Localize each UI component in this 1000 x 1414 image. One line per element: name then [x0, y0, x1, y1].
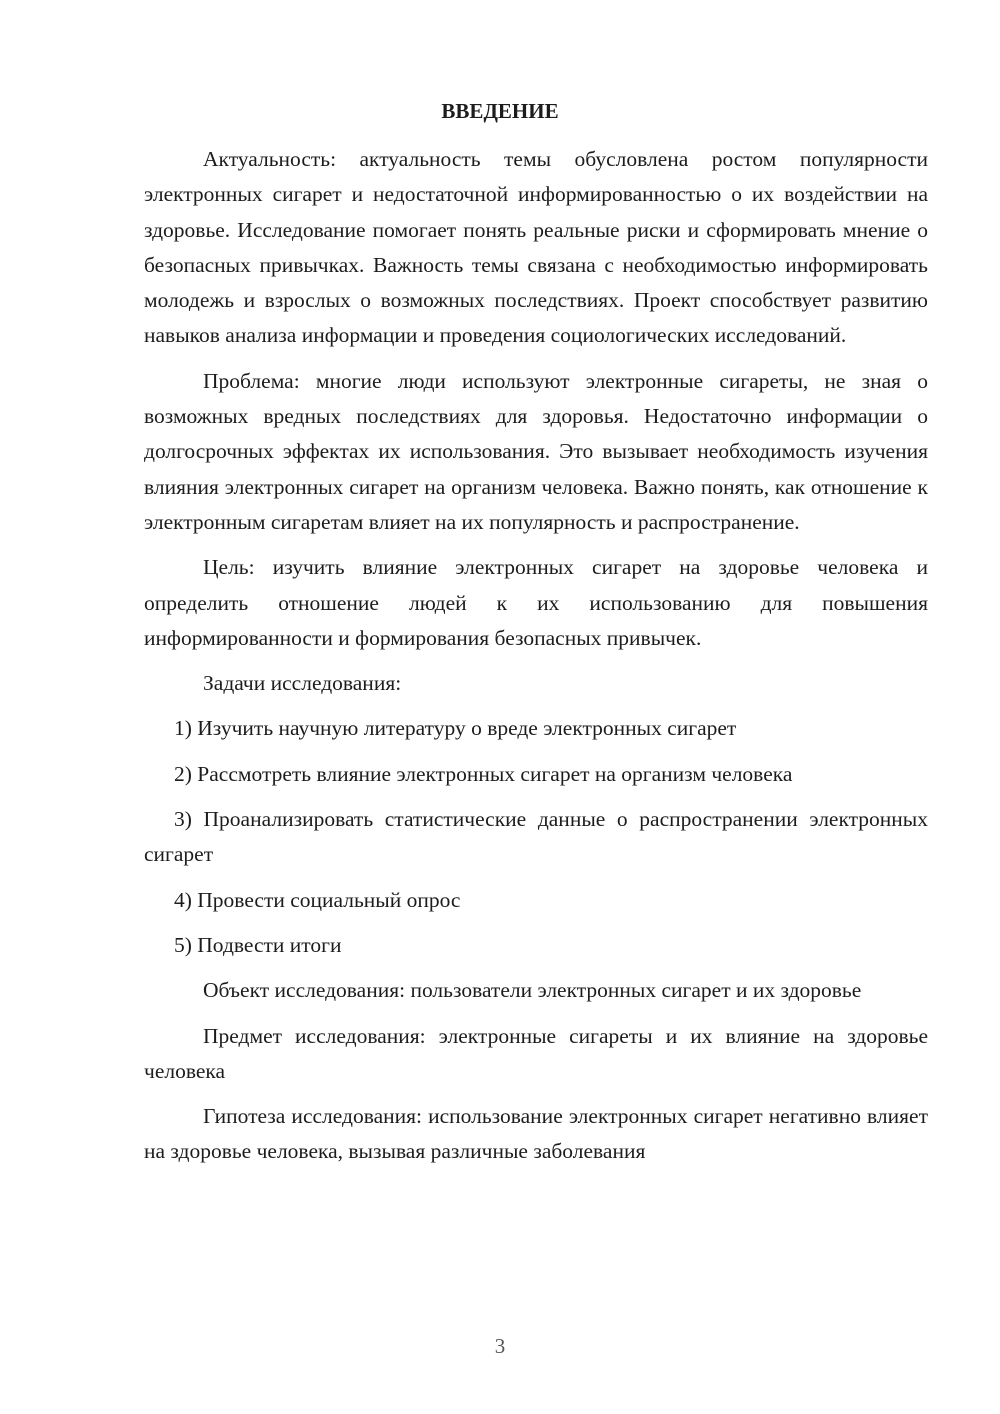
tasks-heading: Задачи исследования: [203, 671, 402, 696]
task-item-4: 4) Провести социальный опрос [174, 887, 461, 912]
paragraph-goal: Цель: изучить влияние электронных сигарет на здоровье человека и определить отношение людей к их использованию для повышения информированности и формирования безопасных привычек. [144, 555, 928, 650]
paragraph-problem: Проблема: многие люди используют электронные сигареты, не зная о возможных вредных последствиях для здоровья. Недостаточно информации о долгосрочных эффектах их использования. Это вызывает необходимость изучения влияния электронных сигарет на организм человека. Важно понять, как отношение к электронным сигаретам влияет на их популярность и распространение. [144, 368, 928, 534]
paragraph-relevance: Актуальность: актуальность темы обусловлена ростом популярности электронных сигарет и недостаточной информированностью о их воздействии на здоровье. Исследование помогает понять реальные риски и сформировать мнение о безопасных привычках. Важность темы связана с необходимостью информировать молодежь и взрослых о возможных последствиях. Проект способствует развитию навыков анализа информации и проведения социологических исследований. [144, 147, 928, 348]
paragraph-hypothesis: Гипотеза исследования: использование электронных сигарет негативно влияет на здоровье человека, вызывая различные заболевания [144, 1104, 928, 1164]
task-item-2: 2) Рассмотреть влияние электронных сигарет на организм человека [174, 761, 793, 786]
body-text [144, 142, 928, 1170]
task-item-1: 1) Изучить научную литературу о вреде электронных сигарет [174, 716, 737, 741]
task-item-5: 5) Подвести итоги [174, 932, 342, 957]
paragraph-object: Объект исследования: пользователи электронных сигарет и их здоровье [203, 978, 862, 1003]
task-item-3: 3) Проанализировать статистические данные о распространении электронных сигарет [144, 807, 928, 867]
page-number: 3 [494, 1334, 506, 1358]
paragraph-subject: Предмет исследования: электронные сигареты и их влияние на здоровье человека [144, 1023, 928, 1083]
section-title: ВВЕДЕНИЕ [441, 99, 559, 123]
